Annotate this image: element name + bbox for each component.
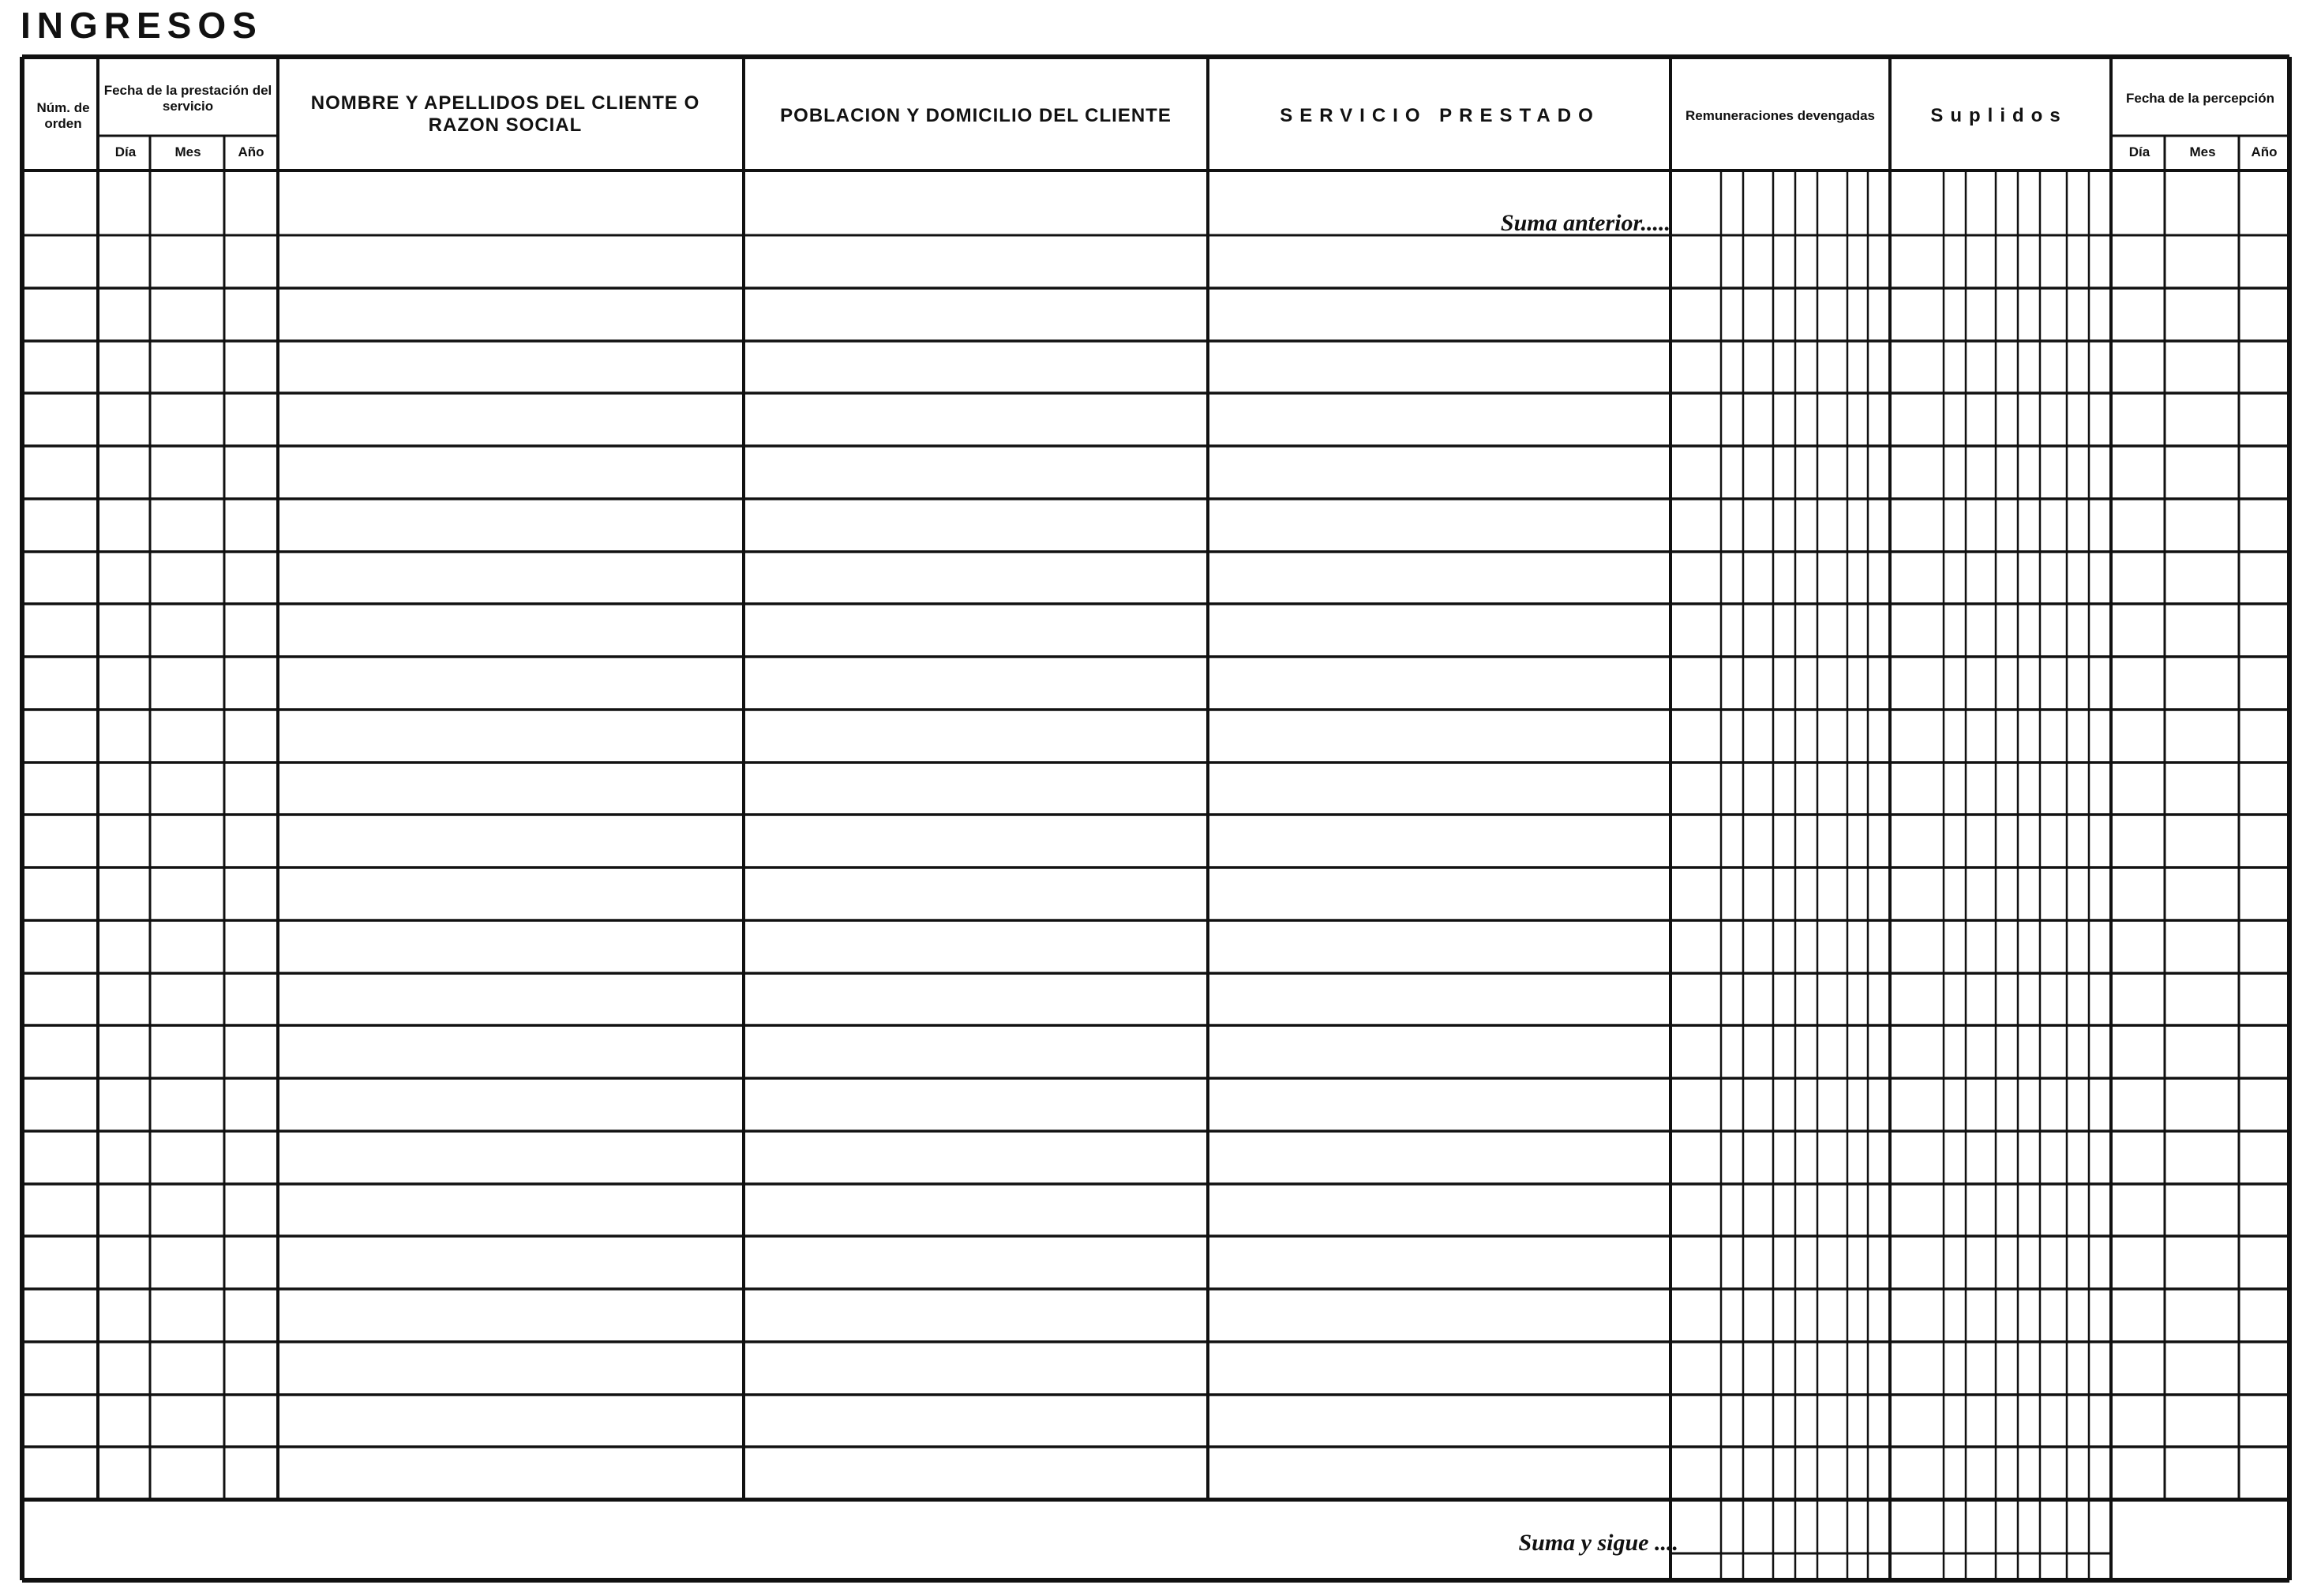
header-remuneraciones: Remuneraciones devengadas bbox=[1685, 108, 1875, 124]
header-num-orden: Núm. de orden bbox=[36, 100, 90, 131]
header-percepcion-dia: Día bbox=[2128, 144, 2150, 160]
page-title: INGRESOS bbox=[21, 5, 263, 46]
suma-y-sigue-label: Suma y sigue .... bbox=[1518, 1530, 1678, 1556]
header-prestacion-dia: Día bbox=[114, 144, 137, 160]
header-percepcion-ano: Año bbox=[2251, 144, 2278, 160]
header-poblacion-domicilio: POBLACION Y DOMICILIO DEL CLIENTE bbox=[780, 105, 1172, 127]
header-servicio-prestado: SERVICIO PRESTADO bbox=[1280, 105, 1600, 127]
suma-anterior-label: Suma anterior..... bbox=[1500, 210, 1670, 236]
header-fecha-prestacion: Fecha de la prestación del servicio bbox=[103, 83, 272, 114]
header-nombre-cliente: NOMBRE Y APELLIDOS DEL CLIENTE O RAZON SOCIAL bbox=[310, 92, 700, 136]
header-fecha-percepcion: Fecha de la percepción bbox=[2125, 91, 2274, 107]
header-prestacion-mes: Mes bbox=[174, 144, 201, 160]
header-suplidos: Suplidos bbox=[1930, 105, 2068, 127]
header-prestacion-ano: Año bbox=[238, 144, 264, 160]
header-percepcion-mes: Mes bbox=[2189, 144, 2216, 160]
